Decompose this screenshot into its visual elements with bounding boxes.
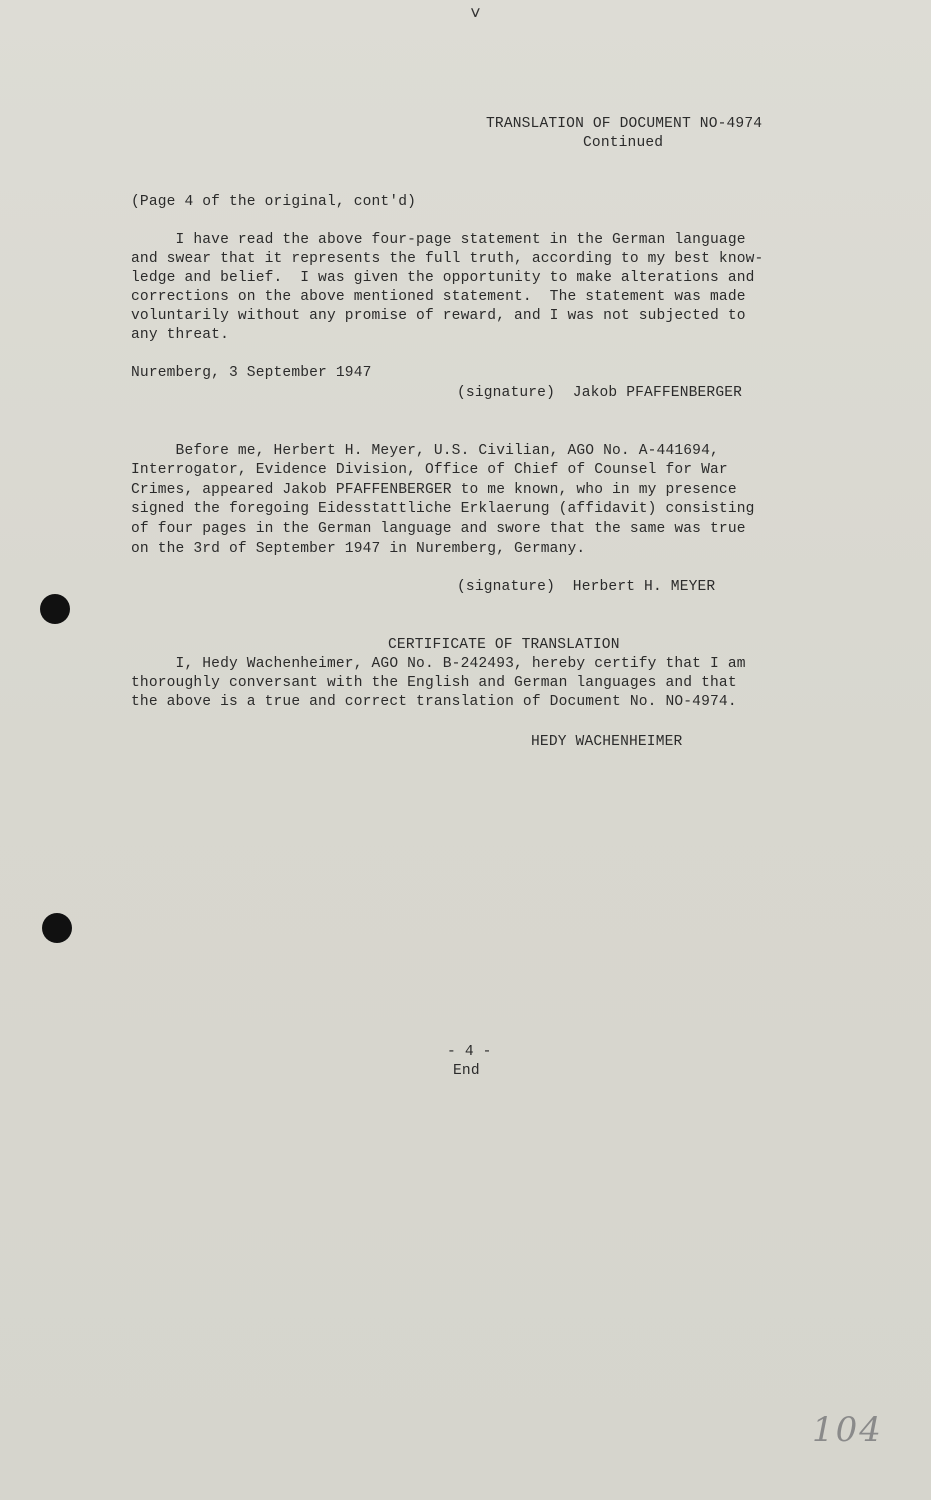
punch-hole-bottom	[42, 913, 72, 943]
page-reference: (Page 4 of the original, cont'd)	[131, 194, 417, 210]
certificate-line: the above is a true and correct translation of Document No. NO-4974.	[131, 694, 737, 710]
translator-name: HEDY WACHENHEIMER	[531, 734, 683, 750]
statement-line: ledge and belief. I was given the opportunity to make alterations and	[131, 270, 755, 286]
oath-line: Crimes, appeared Jakob PFAFFENBERGER to me known, who in my presence	[131, 482, 737, 498]
oath-line: signed the foregoing Eidesstattliche Erklaerung (affidavit) consisting	[131, 501, 755, 517]
corner-mark-icon: ˅	[470, 5, 481, 25]
affiant-signature: (signature) Jakob PFAFFENBERGER	[457, 385, 743, 401]
interrogator-signature: (signature) Herbert H. MEYER	[457, 579, 716, 595]
end-label: End	[453, 1063, 480, 1079]
statement-line: and swear that it represents the full truth, according to my best know-	[131, 251, 764, 267]
punch-hole-top	[40, 594, 70, 624]
header-title: TRANSLATION OF DOCUMENT NO-4974	[486, 116, 763, 132]
statement-line: corrections on the above mentioned statement. The statement was made	[131, 289, 746, 305]
handwritten-page-number: 104	[812, 1410, 883, 1450]
statement-line: voluntarily without any promise of reward, and I was not subjected to	[131, 308, 746, 324]
oath-line: Interrogator, Evidence Division, Office of Chief of Counsel for War	[131, 462, 728, 478]
oath-line: of four pages in the German language and swore that the same was true	[131, 521, 746, 537]
certificate-title: CERTIFICATE OF TRANSLATION	[388, 637, 620, 653]
oath-line: on the 3rd of September 1947 in Nuremberg, Germany.	[131, 541, 586, 557]
certificate-line: I, Hedy Wachenheimer, AGO No. B-242493, hereby certify that I am	[131, 656, 746, 672]
place-and-date: Nuremberg, 3 September 1947	[131, 365, 372, 381]
statement-line: any threat.	[131, 327, 229, 343]
statement-line: I have read the above four-page statement in the German language	[131, 232, 746, 248]
oath-line: Before me, Herbert H. Meyer, U.S. Civilian, AGO No. A-441694,	[131, 443, 719, 459]
header-continued: Continued	[583, 135, 664, 151]
certificate-line: thoroughly conversant with the English and German languages and that	[131, 675, 737, 691]
page-number: - 4 -	[447, 1044, 492, 1060]
